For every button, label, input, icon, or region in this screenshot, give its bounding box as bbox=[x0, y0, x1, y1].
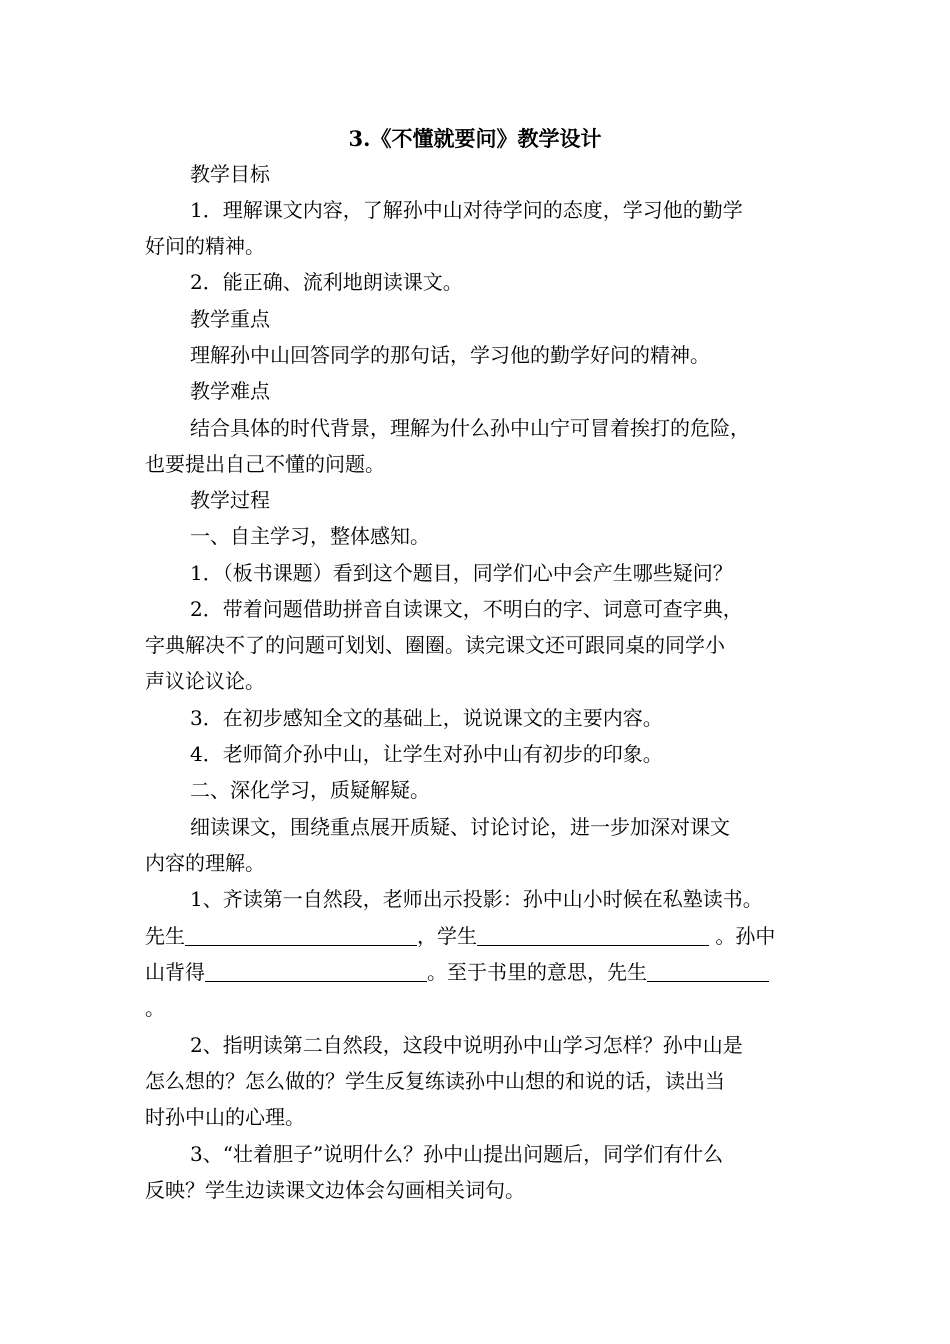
section-2-heading: 二、深化学习，质疑解疑。 bbox=[190, 778, 430, 802]
section-1-item-2-line-1: 2．带着问题借助拼音自读课文，不明白的字、词意可查字典， bbox=[190, 597, 743, 621]
fill-in-line-1 bbox=[145, 922, 825, 950]
difficulty-line-1: 结合具体的时代背景，理解为什么孙中山宁可冒着挨打的危险， bbox=[190, 416, 750, 440]
fill-text-2: ，学生 bbox=[417, 924, 477, 948]
section-1-item-4: 4．老师简介孙中山，让学生对孙中山有初步的印象。 bbox=[190, 742, 663, 766]
section-2-item-3-line-1: 3、“壮着胆子”说明什么？孙中山提出问题后，同学们有什么 bbox=[190, 1142, 724, 1166]
fill-in-line-2 bbox=[145, 958, 825, 986]
fill-text-1: 先生 bbox=[145, 924, 185, 948]
fill-text-5: 。至于书里的意思，先生 bbox=[427, 960, 647, 984]
section-1-item-2-line-2: 字典解决不了的问题可划划、圈圈。读完课文还可跟同桌的同学小 bbox=[145, 633, 725, 657]
section-1-item-3: 3．在初步感知全文的基础上，说说课文的主要内容。 bbox=[190, 706, 663, 730]
section-2-item-1: 1、齐读第一自然段，老师出示投影：孙中山小时候在私塾读书。 bbox=[190, 887, 763, 911]
goal-2: 2．能正确、流利地朗读课文。 bbox=[190, 270, 463, 294]
heading-key-points: 教学重点 bbox=[190, 307, 270, 331]
fill-text-3: 。孙中 bbox=[715, 924, 776, 948]
heading-difficulties: 教学难点 bbox=[190, 379, 270, 403]
section-1-item-1: 1．（板书课题）看到这个题目，同学们心中会产生哪些疑问？ bbox=[190, 561, 733, 585]
fill-text-4: 山背得 bbox=[145, 960, 205, 984]
section-2-item-2-line-3: 时孙中山的心理。 bbox=[145, 1105, 305, 1129]
blank-3[interactable] bbox=[205, 961, 427, 982]
section-2-item-2-line-1: 2、指明读第二自然段，这段中说明孙中山学习怎样？孙中山是 bbox=[190, 1033, 743, 1057]
section-2-intro-line-2: 内容的理解。 bbox=[145, 851, 265, 875]
section-2-intro-line-1: 细读课文，围绕重点展开质疑、讨论讨论，进一步加深对课文 bbox=[190, 815, 730, 839]
difficulty-line-2: 也要提出自己不懂的问题。 bbox=[145, 452, 385, 476]
section-2-item-3-line-2: 反映？学生边读课文边体会勾画相关词句。 bbox=[145, 1178, 525, 1202]
goal-1-line-1: 1．理解课文内容，了解孙中山对待学问的态度，学习他的勤学 bbox=[190, 198, 743, 222]
document-title: 3.《不懂就要问》教学设计 bbox=[348, 126, 602, 151]
section-1-item-2-line-3: 声议论议论。 bbox=[145, 669, 265, 693]
blank-4[interactable] bbox=[647, 961, 769, 982]
section-2-item-2-line-2: 怎么想的？怎么做的？学生反复练读孙中山想的和说的话，读出当 bbox=[145, 1069, 725, 1093]
heading-teaching-goals: 教学目标 bbox=[190, 162, 270, 186]
blank-2[interactable] bbox=[477, 925, 709, 946]
key-point-text: 理解孙中山回答同学的那句话，学习他的勤学好问的精神。 bbox=[190, 343, 710, 367]
goal-1-line-2: 好问的精神。 bbox=[145, 234, 265, 258]
heading-process: 教学过程 bbox=[190, 488, 270, 512]
section-1-heading: 一、自主学习，整体感知。 bbox=[190, 524, 430, 548]
blank-1[interactable] bbox=[185, 925, 417, 946]
fill-in-line-3: 。 bbox=[145, 996, 165, 1020]
